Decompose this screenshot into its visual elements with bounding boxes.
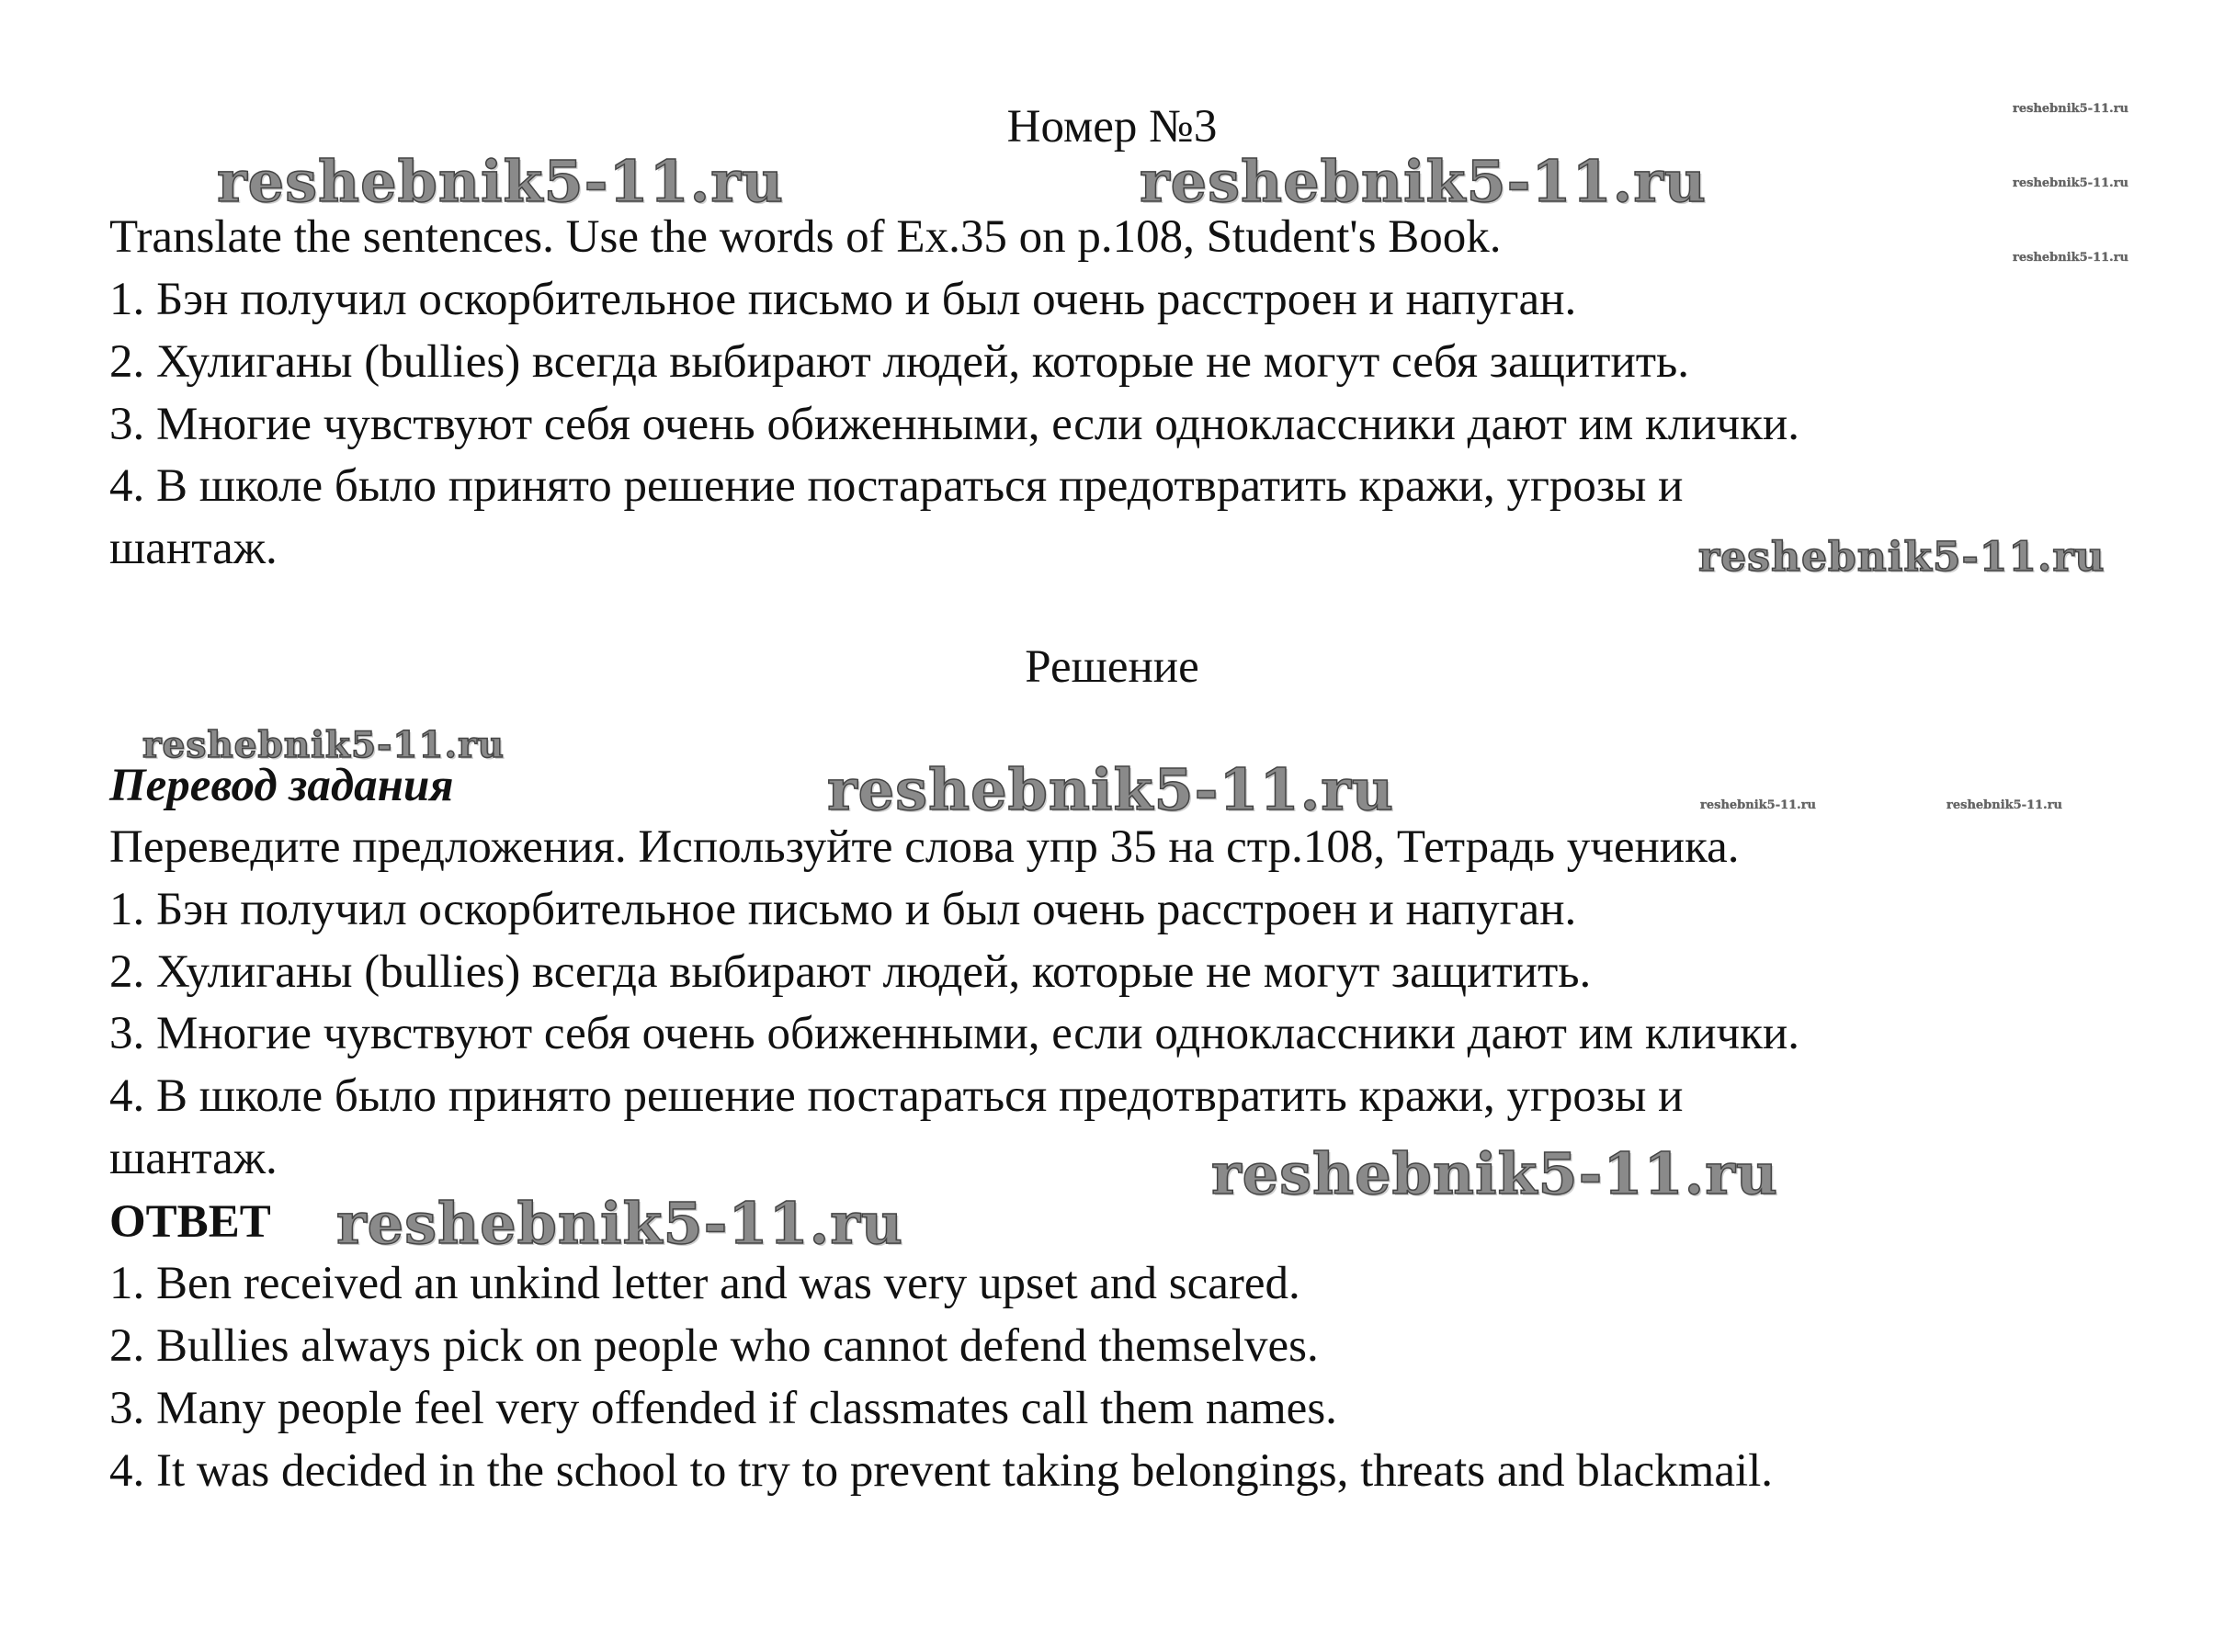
task-item-4: 4. В школе было принято решение постараться предотвратить кражи, угрозы и xyxy=(109,460,1684,512)
answer-item-2: 2. Bullies always pick on people who cannot defend themselves. xyxy=(109,1320,1319,1372)
solution-item-1: 1. Бэн получил оскорбительное письмо и был очень расстроен и напуган. xyxy=(109,884,1577,935)
task-item-3: 3. Многие чувствуют себя очень обиженными, если одноклассники дают им клички. xyxy=(109,399,1800,450)
solution-item-4-continued: шантаж. xyxy=(109,1133,278,1184)
solution-instruction: Переведите предложения. Используйте слова упр 35 на стр.108, Тетрадь ученика. xyxy=(109,821,1740,873)
watermark: reshebnik5-11.ru xyxy=(2013,251,2129,265)
task-instruction: Translate the sentences. Use the words of Ex.35 on p.108, Student's Book. xyxy=(109,211,1502,263)
watermark: reshebnik5-11.ru xyxy=(336,1190,903,1257)
solution-item-4: 4. В школе было принято решение постараться предотвратить кражи, угрозы и xyxy=(109,1070,1684,1122)
solution-item-2: 2. Хулиганы (bullies) всегда выбирают людей, которые не могут защитить. xyxy=(109,946,1592,998)
task-item-2: 2. Хулиганы (bullies) всегда выбирают людей, которые не могут себя защитить. xyxy=(109,336,1690,388)
watermark: reshebnik5-11.ru xyxy=(217,148,784,215)
watermark: reshebnik5-11.ru xyxy=(827,756,1394,823)
watermark: reshebnik5-11.ru xyxy=(1946,798,2063,812)
watermark: reshebnik5-11.ru xyxy=(142,724,505,766)
answer-item-1: 1. Ben received an unkind letter and was very upset and scared. xyxy=(109,1258,1300,1309)
watermark: reshebnik5-11.ru xyxy=(1211,1140,1778,1207)
answer-item-4: 4. It was decided in the school to try to prevent taking belongings, threats and blackmail. xyxy=(109,1445,1774,1497)
task-item-4-continued: шантаж. xyxy=(109,523,278,574)
task-item-1: 1. Бэн получил оскорбительное письмо и был очень расстроен и напуган. xyxy=(109,274,1577,325)
solution-item-3: 3. Многие чувствуют себя очень обиженными, если одноклассники дают им клички. xyxy=(109,1008,1800,1059)
solution-heading: Решение xyxy=(1025,641,1199,693)
answer-item-3: 3. Many people feel very offended if classmates call them names. xyxy=(109,1383,1337,1434)
answer-label: ОТВЕТ xyxy=(109,1196,271,1248)
watermark: reshebnik5-11.ru xyxy=(1698,534,2105,581)
solution-subheading: Перевод задания xyxy=(109,760,454,811)
watermark: reshebnik5-11.ru xyxy=(2013,176,2129,190)
task-heading: Номер №3 xyxy=(1006,101,1218,153)
watermark: reshebnik5-11.ru xyxy=(1700,798,1817,812)
watermark: reshebnik5-11.ru xyxy=(2013,102,2129,116)
watermark: reshebnik5-11.ru xyxy=(1140,148,1707,215)
